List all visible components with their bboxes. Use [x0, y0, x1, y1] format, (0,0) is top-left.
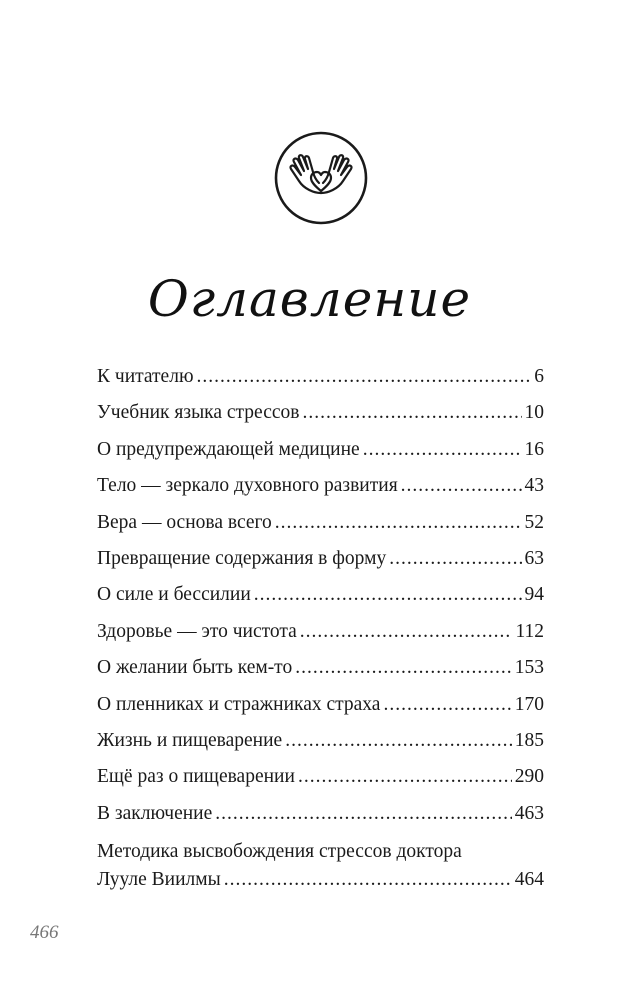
toc-entry-label: О предупреждающей медицине: [97, 438, 360, 460]
toc-entry-page: 463: [514, 802, 544, 824]
toc-entry-label: Ещё раз о пищеварении: [97, 766, 295, 788]
toc-entry-page: 43: [524, 475, 544, 497]
toc-entry-page: 63: [524, 547, 544, 569]
toc-entry[interactable]: [97, 510, 544, 546]
leader-dots: [300, 619, 513, 645]
toc-entry[interactable]: [97, 619, 544, 655]
toc-entry[interactable]: [97, 764, 544, 800]
toc-entry-label: О желании быть кем-то: [97, 657, 293, 679]
toc-entry[interactable]: [97, 473, 544, 509]
leader-dots: [254, 582, 522, 608]
toc-entry-label: Здоровье — это чистота: [97, 620, 297, 642]
toc-entry[interactable]: [97, 400, 544, 436]
hands-heart-icon: [274, 131, 368, 225]
leader-dots: [275, 510, 522, 536]
toc-entry-label: В заключение: [97, 802, 213, 824]
leader-dots: [363, 437, 522, 463]
leader-dots: [302, 400, 521, 426]
toc-entry-label: О пленниках и стражниках страха: [97, 693, 381, 715]
toc-entry-page: 185: [514, 729, 544, 751]
toc-entry-page: 94: [524, 584, 544, 606]
leader-dots: [197, 364, 532, 390]
toc-entry[interactable]: [97, 546, 544, 582]
toc-entry-multiline[interactable]: [97, 837, 544, 899]
toc-entry-page: 464: [514, 869, 544, 891]
toc-entry[interactable]: [97, 655, 544, 691]
page-number: 466: [30, 922, 59, 943]
emblem: [274, 131, 368, 225]
toc-entry-label: Жизнь и пищеварение: [97, 729, 283, 751]
toc-entry-label-line2: Лууле Виилмы: [97, 869, 221, 891]
toc-entry-label: К читателю: [97, 366, 194, 387]
toc-entry[interactable]: [97, 801, 544, 837]
toc-entry-page: 16: [524, 438, 544, 460]
leader-dots: [224, 867, 512, 893]
toc-entry[interactable]: [97, 728, 544, 764]
leader-dots: [215, 801, 511, 827]
leader-dots: [389, 546, 521, 572]
toc-entry-page: 6: [534, 366, 544, 387]
toc-entry[interactable]: [97, 437, 544, 473]
toc-entry[interactable]: [97, 364, 544, 400]
toc-entry-label: Превращение содержания в форму: [97, 547, 387, 569]
toc-entry-label: Учебник языка стрессов: [97, 402, 300, 424]
toc-entry-label: Тело — зеркало духовного развития: [97, 475, 398, 497]
leader-dots: [295, 655, 512, 681]
leader-dots: [285, 728, 512, 754]
toc-entry-page: 52: [524, 511, 544, 533]
toc-entry[interactable]: [97, 582, 544, 618]
toc-entry-label: Вера — основа всего: [97, 511, 272, 533]
toc-entry-page: 170: [514, 693, 544, 715]
toc-entry-page: 290: [514, 766, 544, 788]
leader-dots: [401, 473, 522, 499]
toc-entry-page: 112: [515, 620, 544, 642]
leader-dots: [298, 764, 512, 790]
toc-entry-page: 10: [524, 402, 544, 424]
toc-entry-label: О силе и бессилии: [97, 584, 251, 606]
table-of-contents: [97, 364, 544, 899]
toc-entry-page: 153: [514, 657, 544, 679]
page-title: Оглавление: [147, 270, 472, 328]
toc-entry-label-line1: Методика высвобождения стрессов доктора: [97, 841, 462, 863]
leader-dots: [383, 692, 511, 718]
toc-entry[interactable]: [97, 692, 544, 728]
